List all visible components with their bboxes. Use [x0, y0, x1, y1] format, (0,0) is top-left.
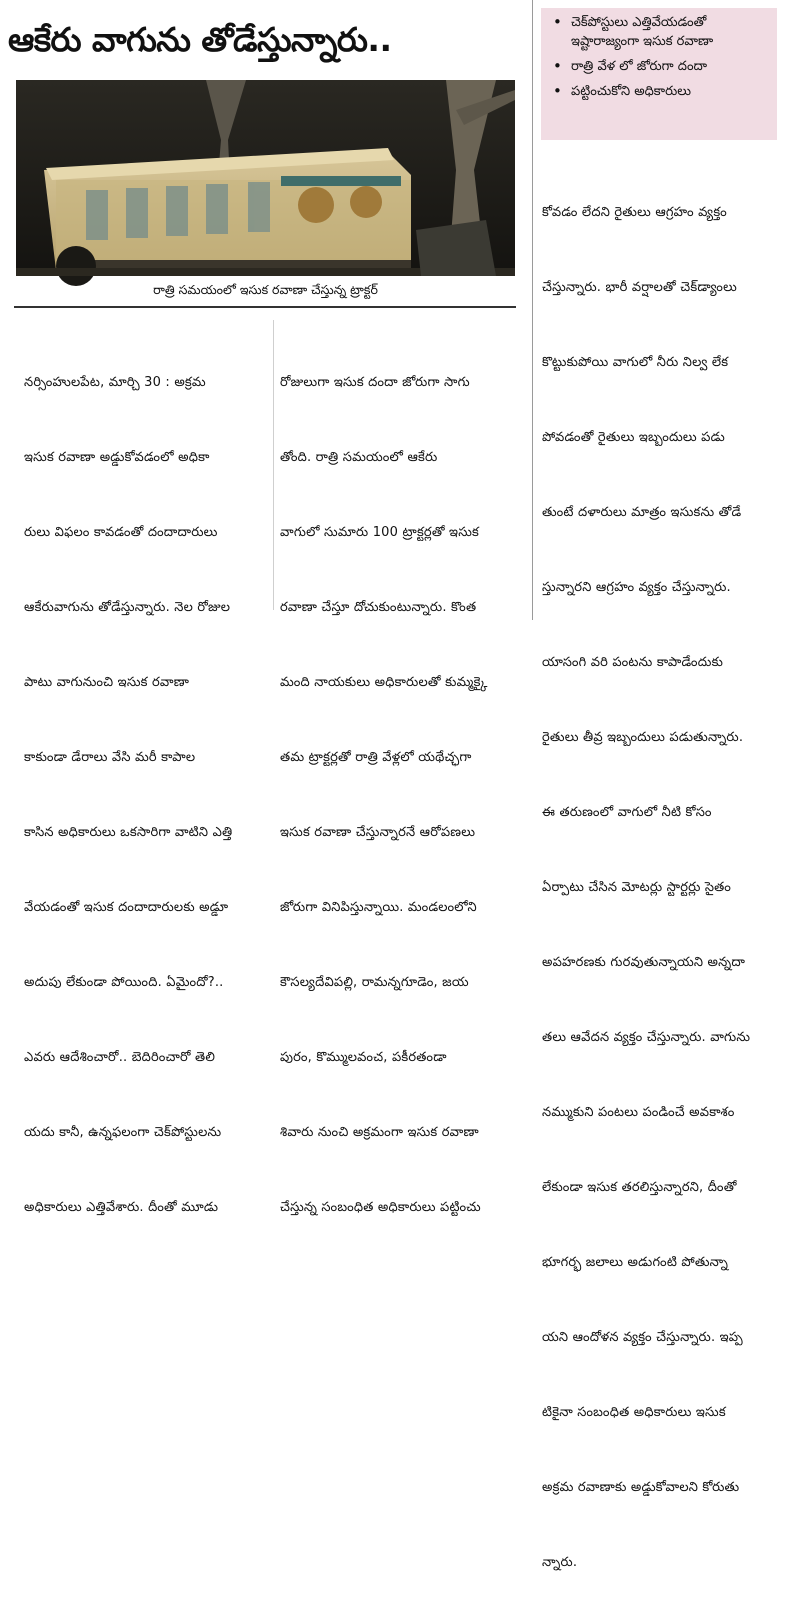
article-line: న్నారు. [542, 1555, 578, 1570]
article-line: ఎవరు ఆదేశించారో.. బెదిరించారో తెలి [24, 1050, 216, 1065]
article-line: పాటు వాగునుంచి ఇసుక రవాణా [24, 675, 190, 690]
article-column-2 [280, 320, 526, 1245]
article-line: కాసిన అధికారులు ఒకసారిగా వాటిని ఎత్తి [24, 825, 233, 840]
article-line: ఏర్పాటు చేసిన మోటర్లు స్టార్టర్లు సైతం [542, 880, 732, 895]
article-line: నమ్ముకుని పంటలు పండించే అవకాశం [542, 1105, 735, 1120]
tractor-photo [16, 80, 515, 276]
article-line: రులు విఫలం కావడంతో దందాదారులు [24, 525, 218, 540]
column-divider [532, 0, 533, 620]
article-line: కొట్టుకుపోయి వాగులో నీరు నిల్వ లేక [542, 355, 729, 370]
article-line: తోంది. రాత్రి సమయంలో ఆకేరు [280, 450, 438, 465]
headline: ఆకేరు వాగును తోడేస్తున్నారు.. [8, 20, 392, 59]
highlight-item [551, 57, 771, 76]
article-line: రోజులుగా ఇసుక దందా జోరుగా సాగు [280, 375, 470, 390]
article-line: పోవడంతో రైతులు ఇబ్బందులు పడు [542, 430, 725, 445]
article-line: మంది నాయకులు అధికారులతో కుమ్మక్కై [280, 675, 488, 690]
bullet-icon: • [553, 13, 562, 31]
article-line: ఇసుక రవాణా చేస్తున్నారనే ఆరోపణలు [280, 825, 476, 840]
article-line: అదుపు లేకుండా పోయింది. ఏమైందో?.. [24, 975, 224, 990]
highlight-item [551, 82, 771, 101]
article-line: స్తున్నారని ఆగ్రహం వ్యక్తం చేస్తున్నారు. [542, 580, 731, 595]
article-line: కాకుండా డేరాలు వేసి మరీ కాపాల [24, 750, 196, 765]
article-column-3 [542, 150, 792, 1600]
article-line: ఆకేరువాగును తోడేస్తున్నారు. నెల రోజుల [24, 600, 231, 615]
article-line: భూగర్భ జలాలు అడుగంటి పోతున్నా [542, 1255, 729, 1270]
article-line: శివారు నుంచి అక్రమంగా ఇసుక రవాణా [280, 1125, 479, 1140]
article-line: లేకుండా ఇసుక తరలిస్తున్నారని, దీంతో [542, 1180, 737, 1195]
article-column-divider [273, 320, 274, 610]
tractor-photo-image [16, 80, 515, 276]
article-line: ఈ తరుణంలో వాగులో నీటి కోసం [542, 805, 712, 820]
article-line: యని ఆందోళన వ్యక్తం చేస్తున్నారు. ఇప్ప [542, 1330, 743, 1345]
article-line: అధికారులు ఎత్తివేశారు. దీంతో మూడు [24, 1200, 219, 1215]
bullet-icon: • [553, 82, 562, 100]
article-line: అపహరణకు గురవుతున్నాయని అన్నదా [542, 955, 746, 970]
caption-rule [14, 306, 516, 308]
article-line: వాగులో సుమారు 100 ట్రాక్టర్లతో ఇసుక [280, 525, 480, 540]
article-line: చేస్తున్నారు. భారీ వర్షాలతో చెక్‌డ్యాంలు [542, 280, 737, 295]
article-line: కోవడం లేదని రైతులు ఆగ్రహం వ్యక్తం [542, 205, 727, 220]
highlight-text: రాత్రి వేళ లో జోరుగా దందా [571, 59, 708, 74]
article-line: అక్రమ రవాణాకు అడ్డుకోవాలని కోరుతు [542, 1480, 740, 1495]
highlight-item [551, 13, 771, 51]
highlight-text: పట్టించుకోని అధికారులు [571, 84, 691, 99]
article-line: రవాణా చేస్తూ దోచుకుంటున్నారు. కొంత [280, 600, 477, 615]
article-line: వేయడంతో ఇసుక దందాదారులకు అడ్డూ [24, 900, 229, 915]
article-line: రైతులు తీవ్ర ఇబ్బందులు పడుతున్నారు. [542, 730, 744, 745]
article-line: చేస్తున్న సంబంధిత అధికారులు పట్టించు [280, 1200, 481, 1215]
article-line: ఇసుక రవాణా అడ్డుకోవడంలో అధికా [24, 450, 210, 465]
highlight-text: చెక్‌పోస్టులు ఎత్తివేయడంతో ఇష్టారాజ్యంగా ఇసుక రవాణా [571, 15, 714, 49]
article-line: తమ ట్రాక్టర్లతో రాత్రి వేళ్లలో యథేచ్ఛగా [280, 750, 472, 765]
bullet-icon: • [553, 57, 562, 75]
photo-caption: రాత్రి సమయంలో ఇసుక రవాణా చేస్తున్న ట్రాక్టర్ [153, 282, 378, 297]
article-line: యాసంగి వరి పంటను కాపాడేందుకు [542, 655, 724, 670]
article-line: పురం, కొమ్ములవంచ, పకీరతండా [280, 1050, 447, 1065]
article-line: యదు కానీ, ఉన్నఫలంగా చెక్‌పోస్టులను [24, 1125, 222, 1140]
article-column-1 [24, 320, 270, 1245]
article-line: జోరుగా వినిపిస్తున్నాయి. మండలంలోని [280, 900, 477, 915]
article-line: తుంటే దళారులు మాత్రం ఇసుకను తోడే [542, 505, 742, 520]
article-line: నర్సింహులపేట, మార్చి 30 : అక్రమ [24, 375, 206, 390]
article-line: కౌసల్యదేవిపల్లి, రామన్నగూడెం, జయ [280, 975, 469, 990]
article-line: తలు ఆవేదన వ్యక్తం చేస్తున్నారు. వాగును [542, 1030, 751, 1045]
article-line: టికైనా సంబంధిత అధికారులు ఇసుక [542, 1405, 726, 1420]
highlights-box [541, 8, 777, 140]
